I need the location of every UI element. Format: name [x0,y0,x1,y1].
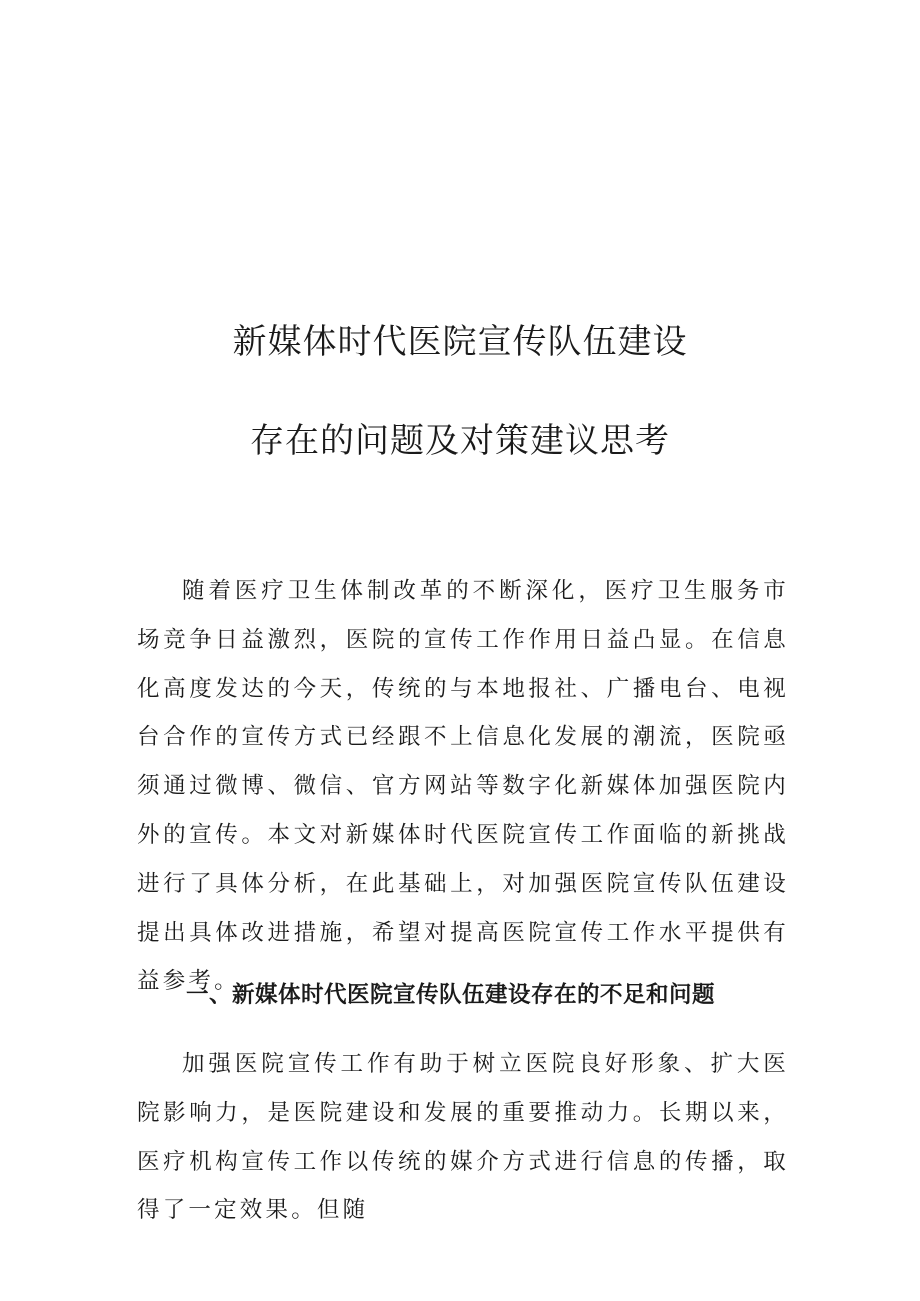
section-1-paragraph: 加强医院宣传工作有助于树立医院良好形象、扩大医院影响力，是医院建设和发展的重要推动力。长期以来，医疗机构宣传工作以传统的媒介方式进行信息的传播，取得了一定效果。但随 [137,1051,789,1224]
section-1-heading: 一、新媒体时代医院宣传队伍建设存在的不足和问题 [186,982,716,1008]
document-title-line-2: 存在的问题及对策建议思考 [250,421,670,461]
abstract-paragraph: 随着医疗卫生体制改革的不断深化，医疗卫生服务市场竞争日益激烈，医院的宣传工作作用日益凸显。在信息化高度发达的今天，传统的与本地报社、广播电台、电视台合作的宣传方式已经跟不上信息化发展的潮流，医院亟须通过微博、微信、官方网站等数字化新媒体加强医院内外的宣传。本文对新媒体时代医院宣传工作面临的新挑战进行了具体分析，在此基础上，对加强医院宣传队伍建设提出具体改进措施，希望对提高医院宣传工作水平提供有益参考。 [137,578,789,995]
document-title-line-1: 新媒体时代医院宣传队伍建设 [232,322,688,362]
